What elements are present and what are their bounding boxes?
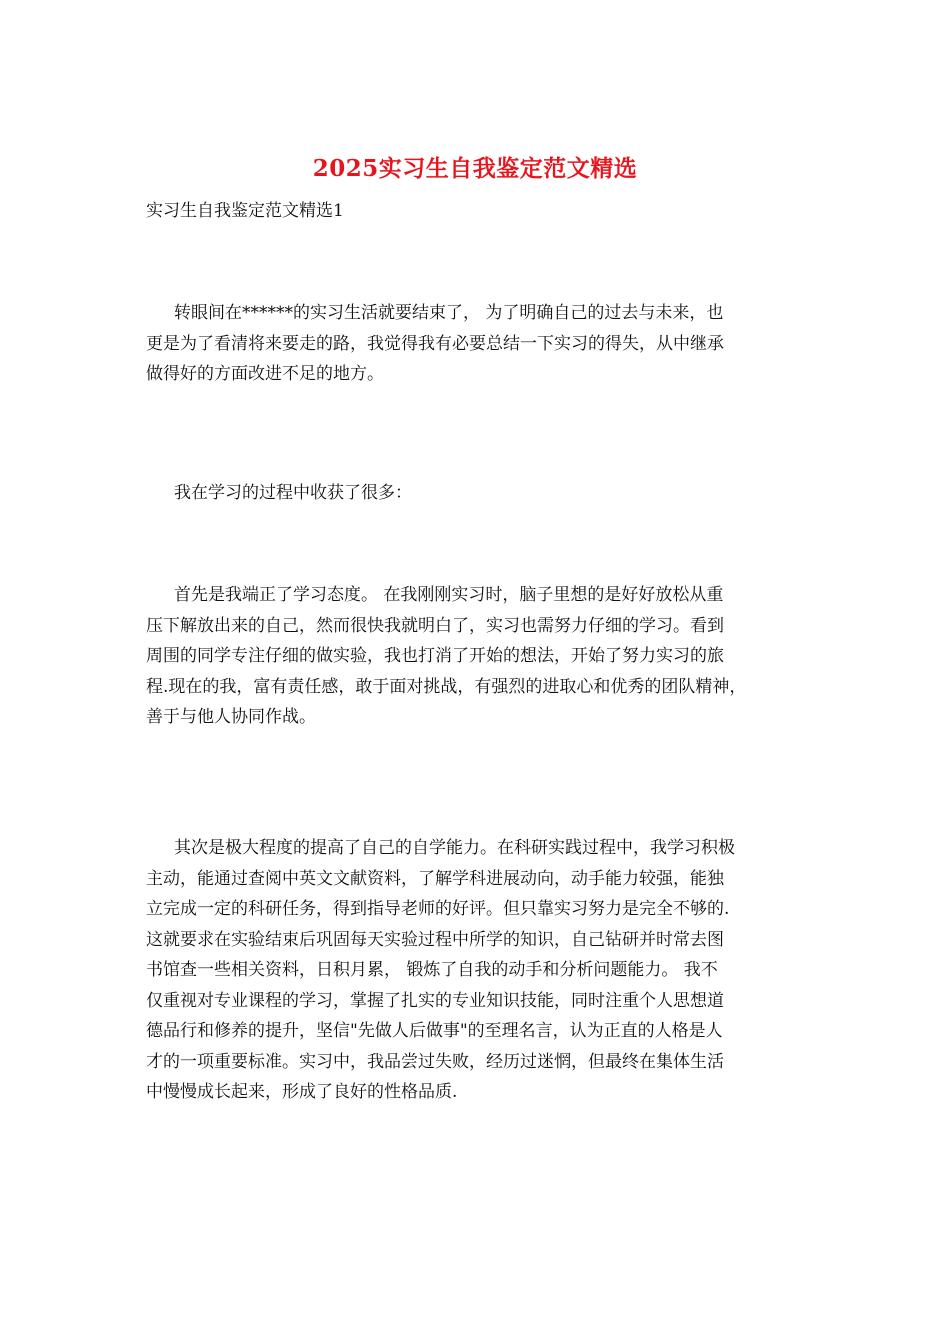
paragraph-line: 更是为了看清将来要走的路，我觉得我有必要总结一下实习的得失，从中继承 <box>146 333 724 354</box>
paragraph-intro <box>146 298 812 390</box>
paragraph-line: 善于与他人协同作战。 <box>146 707 316 727</box>
document-title: 2025实习生自我鉴定范文精选 <box>312 155 638 182</box>
paragraph-gains <box>146 478 812 509</box>
paragraph-line: 程.现在的我，富有责任感，敢于面对挑战，有强烈的进取心和优秀的团队精神， <box>146 676 747 697</box>
paragraph-self-study <box>146 833 812 1108</box>
document-subtitle: 实习生自我鉴定范文精选1 <box>146 201 344 221</box>
paragraph-line: 仅重视对专业课程的学习，掌握了扎实的专业知识技能，同时注重个人思想道 <box>146 990 724 1011</box>
paragraph-line: 我在学习的过程中收获了很多： <box>174 483 412 503</box>
paragraph-line: 周围的同学专注仔细的做实验，我也打消了开始的想法，开始了努力实习的旅 <box>146 646 724 666</box>
paragraph-line: 其次是极大程度的提高了自己的自学能力。在科研实践过程中，我学习积极 <box>174 838 735 858</box>
paragraph-line: 这就要求在实验结束后巩固每天实验过程中所学的知识，自己钻研并时常去图 <box>146 929 724 950</box>
paragraph-line: 才的一项重要标准。实习中，我品尝过失败，经历过迷惘，但最终在集体生活 <box>146 1051 724 1072</box>
paragraph-line: 做得好的方面改进不足的地方。 <box>146 364 384 384</box>
paragraph-line: 德品行和修养的提升，坚信"先做人后做事"的至理名言，认为正直的人格是人 <box>146 1021 723 1041</box>
paragraph-line: 主动，能通过查阅中英文文献资料，了解学科进展动向，动手能力较强，能独 <box>146 868 724 889</box>
paragraph-attitude <box>146 580 812 733</box>
paragraph-line: 首先是我端正了学习态度。 在我刚刚实习时，脑子里想的是好好放松从重 <box>174 585 724 605</box>
paragraph-line: 书馆查一些相关资料，日积月累， 锻炼了自我的动手和分析问题能力。 我不 <box>146 960 718 980</box>
paragraph-line: 转眼间在******的实习生活就要结束了， 为了明确自己的过去与未来，也 <box>174 303 724 323</box>
paragraph-line: 中慢慢成长起来，形成了良好的性格品质. <box>146 1082 458 1102</box>
paragraph-line: 压下解放出来的自己，然而很快我就明白了，实习也需努力仔细的学习。看到 <box>146 615 724 636</box>
paragraph-line: 立完成一定的科研任务，得到指导老师的好评。但只靠实习努力是完全不够的. <box>146 899 730 919</box>
